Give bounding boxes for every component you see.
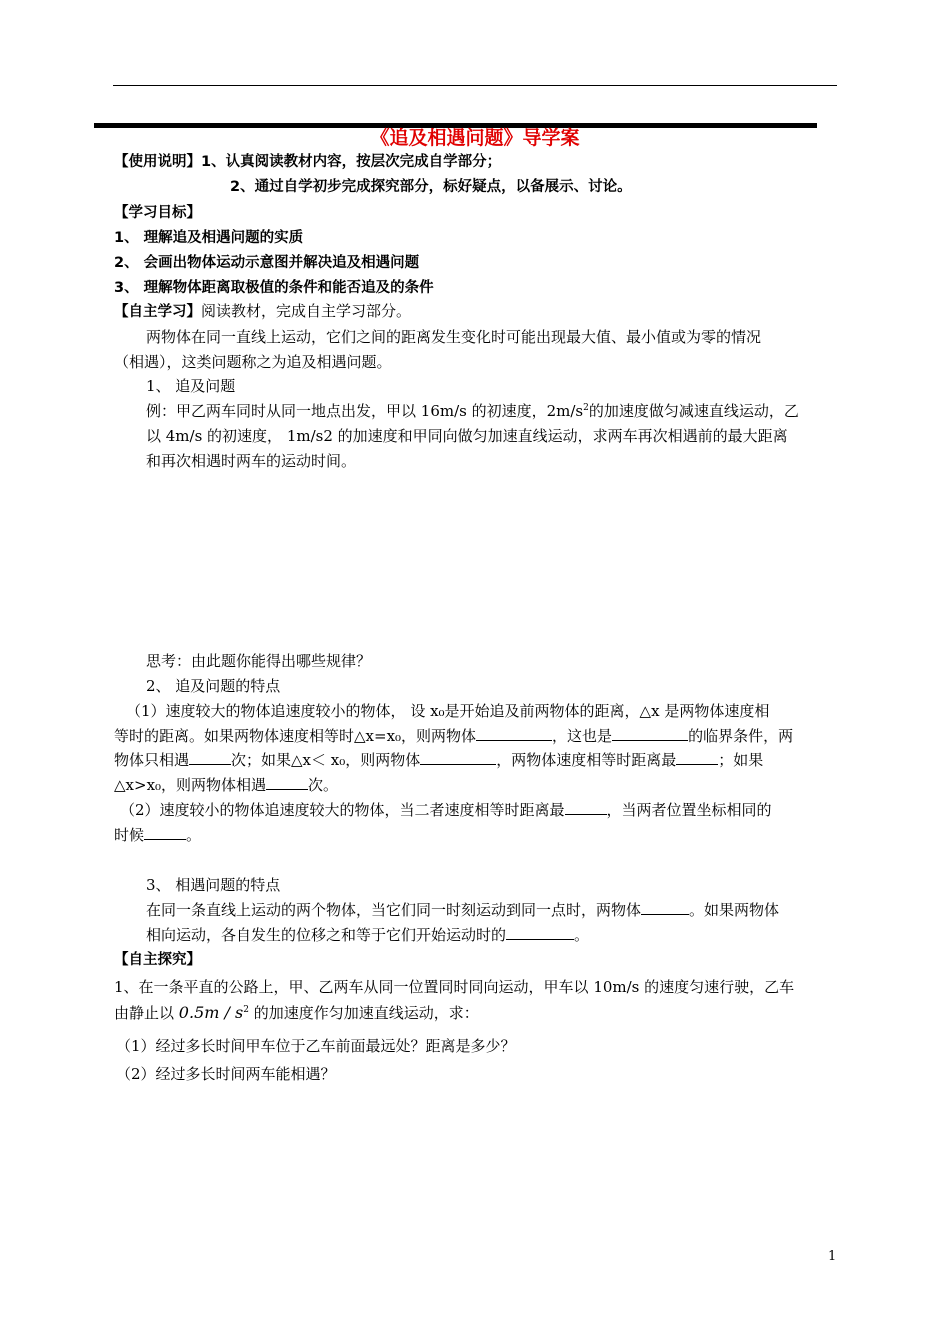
text-part: ；如果 (718, 751, 764, 769)
paragraph-line (114, 825, 201, 845)
example-text-part: 的加速度做匀减速直线运动，乙 (588, 402, 799, 420)
self-study-label: 【自主学习】 (114, 304, 201, 320)
page-number: 1 (828, 1249, 837, 1264)
text-part: 的加速度作匀加速直线运动，求： (253, 1004, 479, 1022)
text-part: 。如果两物体 (689, 901, 780, 919)
explore-label: 【自主探究】 (114, 952, 201, 968)
fill-blank[interactable] (506, 925, 574, 940)
fill-blank[interactable] (476, 726, 552, 741)
text-part: ，这也是 (552, 727, 613, 745)
paragraph-line (114, 775, 338, 795)
fill-blank[interactable] (266, 775, 308, 790)
text-part: 由静止以 (114, 1004, 175, 1022)
fill-blank[interactable] (144, 825, 186, 840)
text-part: 次；如果△x＜ x₀，则两物体 (231, 751, 421, 769)
usage-label: 【使用说明】 (114, 154, 201, 170)
text-part: 等时的距离。如果两物体速度相等时△x=x₀，则两物体 (114, 727, 477, 745)
intro-text: 两物体在同一直线上运动，它们之间的距离发生变化时可能出现最大值、最小值或为零的情况 (146, 328, 762, 346)
text-part: （2）速度较小的物体追速度较大的物体，当二者速度相等时距离最 (120, 801, 565, 819)
section-heading: 1、 追及问题 (146, 377, 236, 395)
text-part: 相向运动，各自发生的位移之和等于它们开始运动时的 (146, 926, 507, 944)
paragraph-line (114, 726, 793, 746)
fill-blank[interactable] (565, 800, 607, 815)
fill-blank[interactable] (641, 900, 689, 915)
question-text: 1、在一条平直的公路上，甲、乙两车从同一位置同时同向运动，甲车以 10m/s 的速度匀速行驶，乙车 (114, 978, 795, 996)
text-part: 。 (186, 826, 202, 844)
page-title: 《追及相遇问题》导学案 (370, 127, 580, 149)
superscript: 2 (243, 1005, 249, 1015)
paragraph-line: （1）速度较大的物体追速度较小的物体， 设 x₀是开始追及前两物体的距离，△x 是两物体速度相 (126, 702, 770, 720)
self-study-instruction: 阅读教材，完成自主学习部分。 (201, 302, 412, 320)
self-study-line (114, 301, 411, 322)
paragraph-line (146, 925, 589, 945)
usage-item-1: 1、认真阅读教材内容，按层次完成自学部分； (201, 154, 502, 170)
header-rule (113, 85, 837, 86)
formula: 0.5m / s (178, 1003, 244, 1022)
goal-item: 1、 理解追及相遇问题的实质 (114, 230, 304, 246)
text-part: ，当两者位置坐标相同的 (606, 801, 772, 819)
section-heading: 3、 相遇问题的特点 (146, 876, 281, 894)
usage-item-2: 2、通过自学初步完成探究部分，标好疑点，以备展示、讨论。 (230, 179, 632, 195)
example-text (146, 401, 799, 421)
example-text-part: 例：甲乙两车同时从同一地点出发，甲以 16m/s 的初速度，2m/s (146, 402, 584, 420)
sub-question: （2）经过多长时间两车能相遇？ (116, 1065, 336, 1083)
example-text: 和再次相遇时两车的运动时间。 (146, 452, 357, 470)
paragraph-line (114, 750, 763, 770)
question-text (114, 1003, 479, 1023)
superscript: 2 (583, 403, 589, 413)
fill-blank[interactable] (676, 750, 718, 765)
goal-item: 3、 理解物体距离取极值的条件和能否追及的条件 (114, 280, 434, 296)
text-part: 。 (574, 926, 590, 944)
text-part: 的临界条件，两 (688, 727, 794, 745)
intro-text: （相遇），这类问题称之为追及相遇问题。 (114, 353, 392, 371)
example-text: 以 4m/s 的初速度， 1m/s2 的加速度和甲同向做匀加速直线运动，求两车再次相遇前的最大距离 (146, 427, 788, 445)
text-part: 在同一条直线上运动的两个物体，当它们同一时刻运动到同一点时，两物体 (146, 901, 642, 919)
goals-label: 【学习目标】 (114, 205, 201, 221)
paragraph-line (146, 900, 779, 920)
sub-question: （1）经过多长时间甲车位于乙车前面最远处？距离是多少？ (116, 1037, 516, 1055)
fill-blank[interactable] (189, 750, 231, 765)
think-question: 思考：由此题你能得出哪些规律？ (146, 652, 372, 670)
section-heading: 2、 追及问题的特点 (146, 677, 281, 695)
goal-item: 2、 会画出物体运动示意图并解决追及相遇问题 (114, 255, 420, 271)
fill-blank[interactable] (612, 726, 688, 741)
text-part: 次。 (308, 776, 339, 794)
text-part: △x>x₀，则两物体相遇 (114, 776, 267, 794)
paragraph-line (120, 800, 772, 820)
text-part: ，两物体速度相等时距离最 (496, 751, 677, 769)
usage-line-1 (114, 152, 501, 172)
text-part: 时候 (114, 826, 145, 844)
fill-blank[interactable] (420, 750, 496, 765)
text-part: 物体只相遇 (114, 751, 190, 769)
